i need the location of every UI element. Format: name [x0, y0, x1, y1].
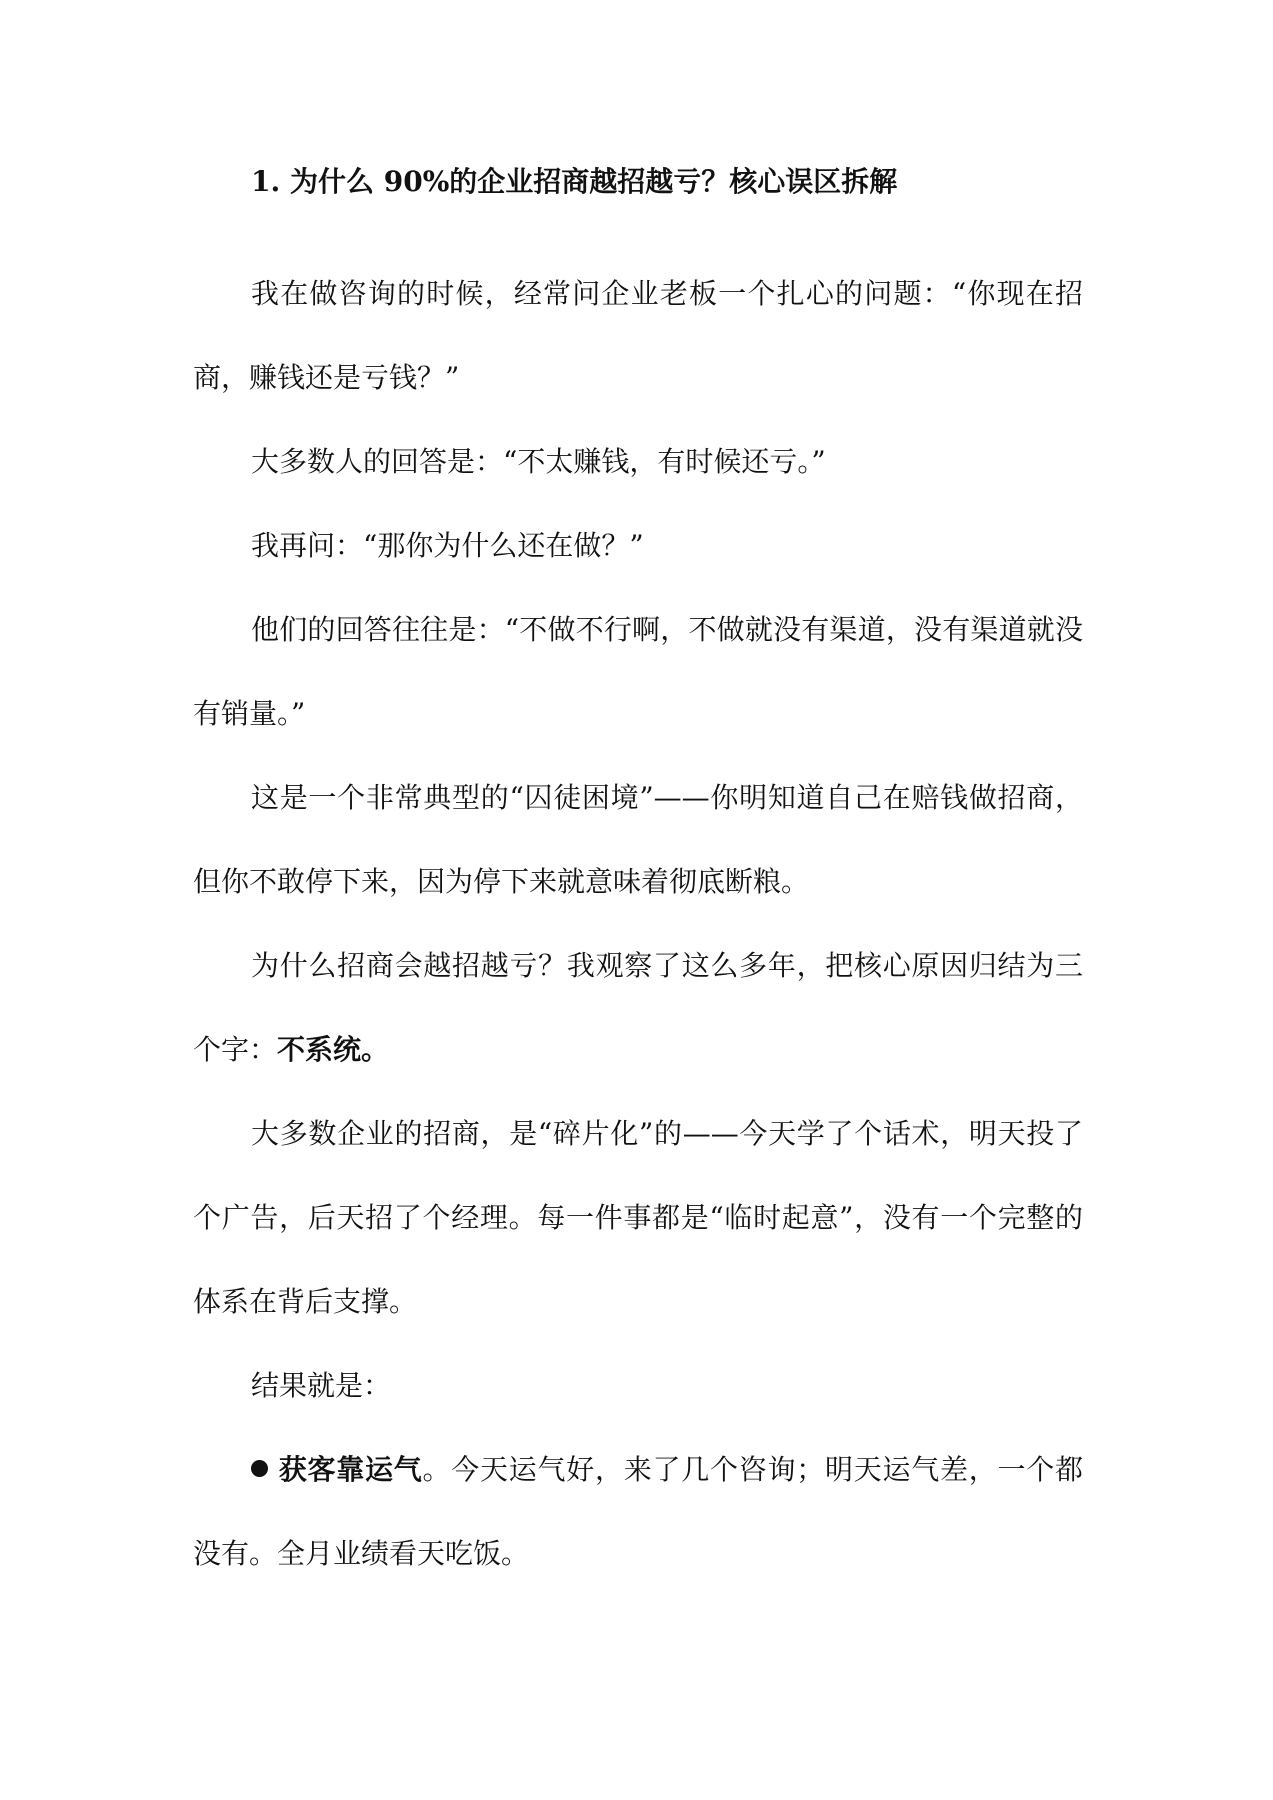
paragraph-prisoners-dilemma: 这是一个非常典型的“囚徒困境”——你明知道自己在赔钱做招商，但你不敢停下来，因为停下来就意味着彻底断粮。: [193, 781, 1083, 898]
paragraph-common-answer: 大多数人的回答是：“不太赚钱，有时候还亏。”: [251, 445, 826, 478]
paragraph-consulting-question: 我在做咨询的时候，经常问企业老板一个扎心的问题：“你现在招商，赚钱还是亏钱？”: [193, 277, 1083, 394]
bullet-item-title: 获客靠运气: [278, 1453, 423, 1486]
paragraph-follow-up-question: 我再问：“那你为什么还在做？”: [251, 529, 644, 562]
paragraph-typical-reply: 他们的回答往往是：“不做不行啊，不做就没有渠道，没有渠道就没有销量。”: [193, 613, 1083, 730]
section-heading: 1. 为什么 90%的企业招商越招越亏？核心误区拆解: [251, 165, 898, 198]
paragraph-result-intro: 结果就是：: [251, 1369, 392, 1402]
paragraph-core-reason: [193, 924, 1083, 1092]
bullet-item-luck: [193, 1428, 1083, 1596]
core-reason-text: 为什么招商会越招越亏？我观察了这么多年，把核心原因归结为三个字：: [193, 949, 1083, 1066]
document-body: [193, 165, 1083, 1596]
bullet-dot-icon: [251, 1460, 268, 1477]
bullet-item-text: 。今天运气好，来了几个咨询；明天运气差，一个都没有。全月业绩看天吃饭。: [193, 1453, 1083, 1570]
core-reason-emphasis: 不系统。: [277, 1033, 390, 1066]
paragraph-fragmentation: 大多数企业的招商，是“碎片化”的——今天学了个话术，明天投了个广告，后天招了个经理。每一件事都是“临时起意”，没有一个完整的体系在背后支撑。: [193, 1117, 1083, 1318]
